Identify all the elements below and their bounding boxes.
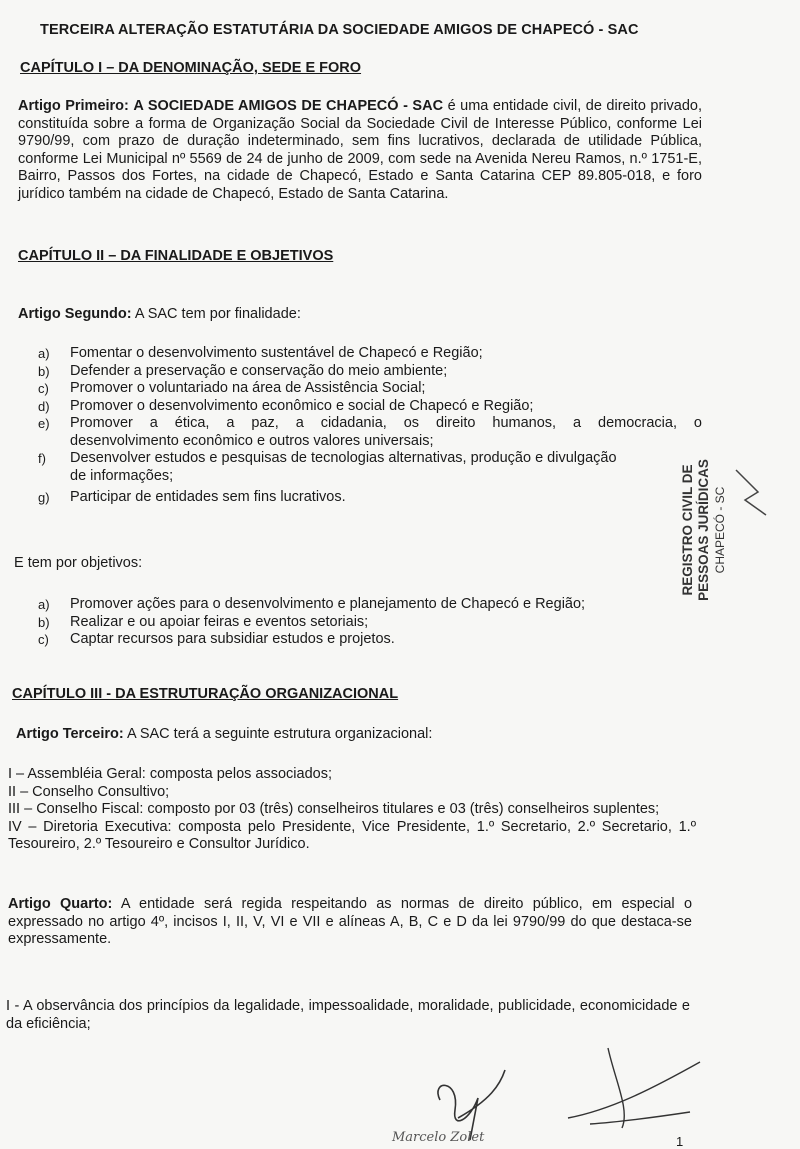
list-marker: a) [38, 597, 50, 612]
inciso-1: I - A observância dos princípios da legalidade, impessoalidade, moralidade, publicidade, economicidade e da eficiência; [6, 998, 690, 1032]
signature-scribble-right [568, 1048, 700, 1128]
article-3-label: Artigo Terceiro: [16, 726, 124, 742]
signature-name: Marcelo Zolet [392, 1130, 485, 1145]
stamp-line-1: REGISTRO CIVIL DE [680, 464, 695, 596]
list-marker: b) [38, 363, 50, 379]
list-marker: f) [38, 451, 46, 466]
estrutura-item: IV – Diretoria Executiva: composta pelo Presidente, Vice Presidente, 1.º Secretario, 2.º Secretario, 1.º Tesoureiro, 2.º Tesoureiro e Consultor Jurídico. [8, 818, 696, 852]
article-2-label: Artigo Segundo: [18, 306, 132, 322]
list-marker: c) [38, 632, 49, 647]
list-item: e) Promover a ética, a paz, a cidadania, os direito humanos, a democracia, o desenvolvimento econômico e outros valores universais; [38, 415, 702, 449]
page-number: 1 [676, 1134, 684, 1149]
list-marker: b) [38, 614, 50, 630]
article-1-name: A SOCIEDADE AMIGOS DE CHAPECÓ - SAC [133, 98, 444, 114]
chapter-3-heading: CAPÍTULO III - DA ESTRUTURAÇÃO ORGANIZACIONAL [12, 686, 399, 702]
list-item: f) Desenvolver estudos e pesquisas de tecnologias alternativas, produção e divulgação de informações; [38, 450, 617, 484]
list-item: a) Fomentar o desenvolvimento sustentável de Chapecó e Região; [38, 345, 483, 361]
estrutura-item: I – Assembléia Geral: composta pelos associados; [8, 766, 332, 782]
list-item: b) Defender a preservação e conservação do meio ambiente; [38, 362, 448, 379]
article-4-text: A entidade será regida respeitando as normas de direito público, em especial o expressado no artigo 4º, incisos I, II, V, VI e VII e alíneas A, B, C e D da lei 9790/99 do que destaca-se expressamente. [8, 896, 693, 947]
list-marker: c) [38, 381, 49, 396]
list-marker: g) [38, 490, 50, 505]
list-marker: a) [38, 346, 50, 361]
chapter-1-heading: CAPÍTULO I – DA DENOMINAÇÃO, SEDE E FORO [20, 60, 362, 76]
list-item: a) Promover ações para o desenvolvimento e planejamento de Chapecó e Região; [38, 596, 586, 612]
list-item: d) Promover o desenvolvimento econômico e social de Chapecó e Região; [38, 397, 534, 414]
estrutura-item: III – Conselho Fiscal: composto por 03 (três) conselheiros titulares e 03 (três) conselheiros suplentes; [8, 801, 660, 817]
list-marker: d) [38, 398, 50, 414]
list-marker: e) [38, 416, 50, 431]
stamp-line-3: CHAPECÓ - SC [713, 486, 727, 574]
article-1-text: é uma entidade civil, de direito privado, constituída sobre a forma de Organização Social da Sociedade Civil de Interesse Público, conforme Lei 9790/99, com prazo de duração indeterminado, sem fins lucrativos, declarada de utilidade Pública, conforme Lei Municipal nº 5569 de 24 de junho de 2009, com sede na Avenida Nereu Ramos, n.º 1751-E, Bairro, Passos dos Fortes, na cidade de Chapecó, Estado e Santa Catarina CEP 89.805-018, e foro jurídico também na cidade de Chapecó, Estado de Santa Catarina. [18, 98, 703, 202]
list-item: b) Realizar e ou apoiar feiras e eventos setoriais; [38, 613, 369, 630]
article-1-label: Artigo Primeiro: [18, 98, 129, 114]
estrutura-item: II – Conselho Consultivo; [8, 783, 170, 800]
list-item: c) Promover o voluntariado na área de Assistência Social; [38, 380, 426, 396]
stamp-line-2: PESSOAS JURÍDICAS [696, 459, 711, 601]
article-4-label: Artigo Quarto: [8, 896, 113, 912]
article-3-text: A SAC terá a seguinte estrutura organizacional: [126, 726, 433, 742]
article-2-text: A SAC tem por finalidade: [134, 306, 301, 322]
objetivos-intro: E tem por objetivos: [14, 555, 143, 571]
document-title: TERCEIRA ALTERAÇÃO ESTATUTÁRIA DA SOCIEDADE AMIGOS DE CHAPECÓ - SAC [40, 22, 639, 38]
stamp-signature-stroke [736, 470, 766, 515]
list-item: g) Participar de entidades sem fins lucrativos. [38, 489, 346, 505]
chapter-2-heading: CAPÍTULO II – DA FINALIDADE E OBJETIVOS [18, 248, 334, 264]
list-item: c) Captar recursos para subsidiar estudos e projetos. [38, 631, 395, 647]
